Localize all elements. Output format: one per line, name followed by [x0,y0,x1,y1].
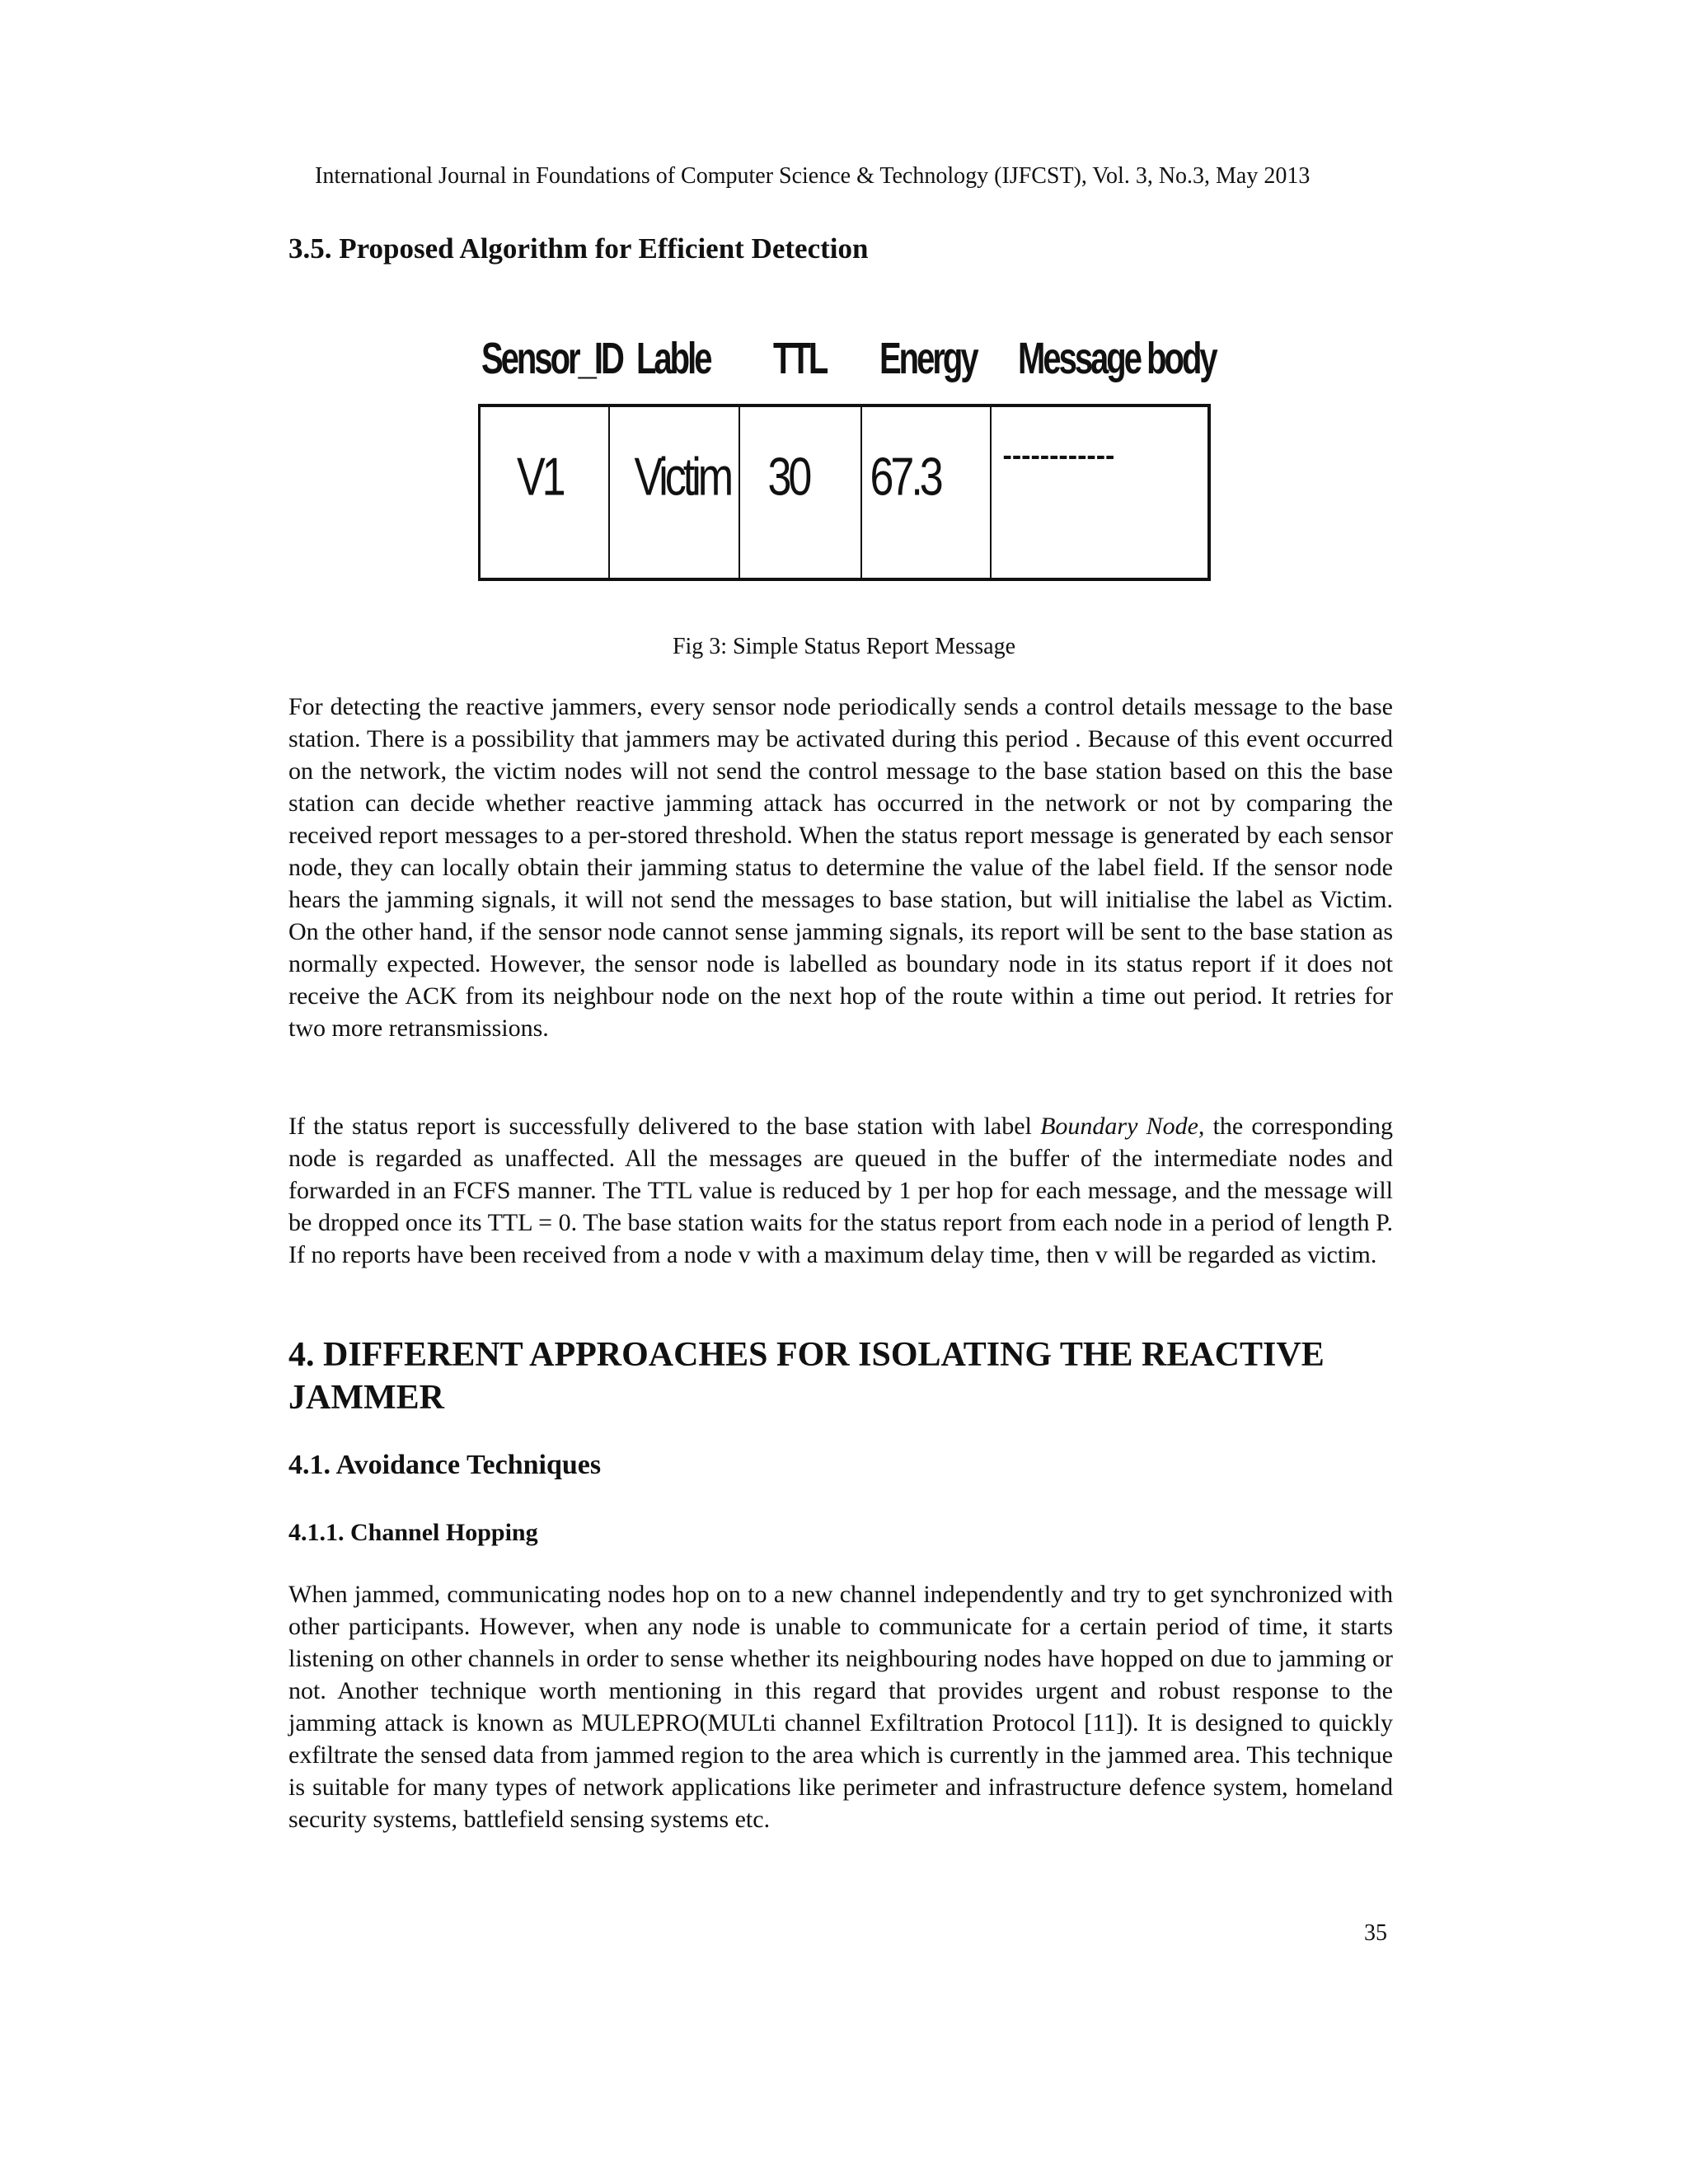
italic-term-boundary-node: Boundary Node, [1040,1113,1205,1140]
table-cell-message-body [991,405,1209,579]
paragraph-detection: For detecting the reactive jammers, every sensor node periodically sends a control details message to the base station. There is a possibility that jammers may be activated during this period . Because of this event occurred on the network, the victim nodes will not send the control message to the base station based on this the base station can decide whether reactive jamming attack has occurred in the network or not by comparing the received report messages to a per-stored threshold. When the status report message is generated by each sensor node, they can locally obtain their jamming status to determine the value of the label field. If the sensor node hears the jamming signals, it will not send the messages to base station, but will initialise the label as Victim. On the other hand, if the sensor node cannot sense jamming signals, its report will be sent to the base station as normally expected. However, the sensor node is labelled as boundary node in its status report if it does not receive the ACK from its neighbour node on the next hop of the route within a time out period. It retries for two more retransmissions. [288,693,1393,1042]
running-header: International Journal in Foundations of Computer Science & Technology (IJFCST), Vol. 3, No.3, May 2013 [315,163,1311,189]
paragraph-text: the corresponding node is regarded as unaffected. All the messages are queued in the buffer of the intermediate nodes and forwarded in an FCFS manner. The TTL value is reduced by 1 per hop for each message, and the message will be dropped once its TTL = 0. The base station waits for the status report from each node in a period of length P. If no reports have been received from a node v with a maximum delay time, then v will be regarded as victim. [288,1113,1394,1268]
subsection-title-4-1: 4.1. Avoidance Techniques [288,1450,602,1480]
field-header-ttl: TTL [773,334,827,384]
figure-field-headers [478,326,1220,383]
table-row [480,405,1209,579]
table-cell-sensor-id [480,405,609,579]
status-report-table [478,404,1211,581]
field-header-sensor-id: Sensor_ID [481,334,622,384]
table-cell-label [609,405,739,579]
paragraph-boundary-node [288,1110,1393,1271]
field-header-label: Lable [636,334,710,384]
table-cell-ttl [739,405,861,579]
figure-caption: Fig 3: Simple Status Report Message [672,634,1016,659]
section-title-3-5: 3.5. Proposed Algorithm for Efficient Detection [288,232,869,265]
page-number: 35 [1364,1920,1387,1946]
cell-value-sensor-id: V1 [517,447,563,508]
cell-value-ttl: 30 [767,447,809,508]
subsubsection-title-4-1-1: 4.1.1. Channel Hopping [288,1519,538,1546]
paragraph-text: If the status report is successfully delivered to the base station with label [288,1113,1041,1140]
section-title-4: 4. DIFFERENT APPROACHES FOR ISOLATING THE REACTIVE JAMMER [288,1336,1325,1417]
cell-value-label: Victim [634,447,731,508]
cell-value-energy: 67.3 [870,447,940,508]
field-header-energy: Energy [879,334,977,384]
field-header-message-body: Message body [1018,334,1216,384]
table-cell-energy [861,405,991,579]
cell-value-message-body: ------------ [1002,440,1115,471]
paragraph-channel-hopping: When jammed, communicating nodes hop on to a new channel independently and try to get synchronized with other participants. However, when any node is unable to communicate for a certain period of time, it starts listening on other channels in order to sense whether its neighbouring nodes have hopped on due to jamming or not. Another technique worth mentioning in this regard that provides urgent and robust response to the jamming attack is known as MULEPRO(MULti channel Exfiltration Protocol [11]). It is designed to quickly exfiltrate the sensed data from jammed region to the area which is currently in the jammed area. This technique is suitable for many types of network applications like perimeter and infrastructure defence system, homeland security systems, battlefield sensing systems etc. [288,1581,1393,1833]
